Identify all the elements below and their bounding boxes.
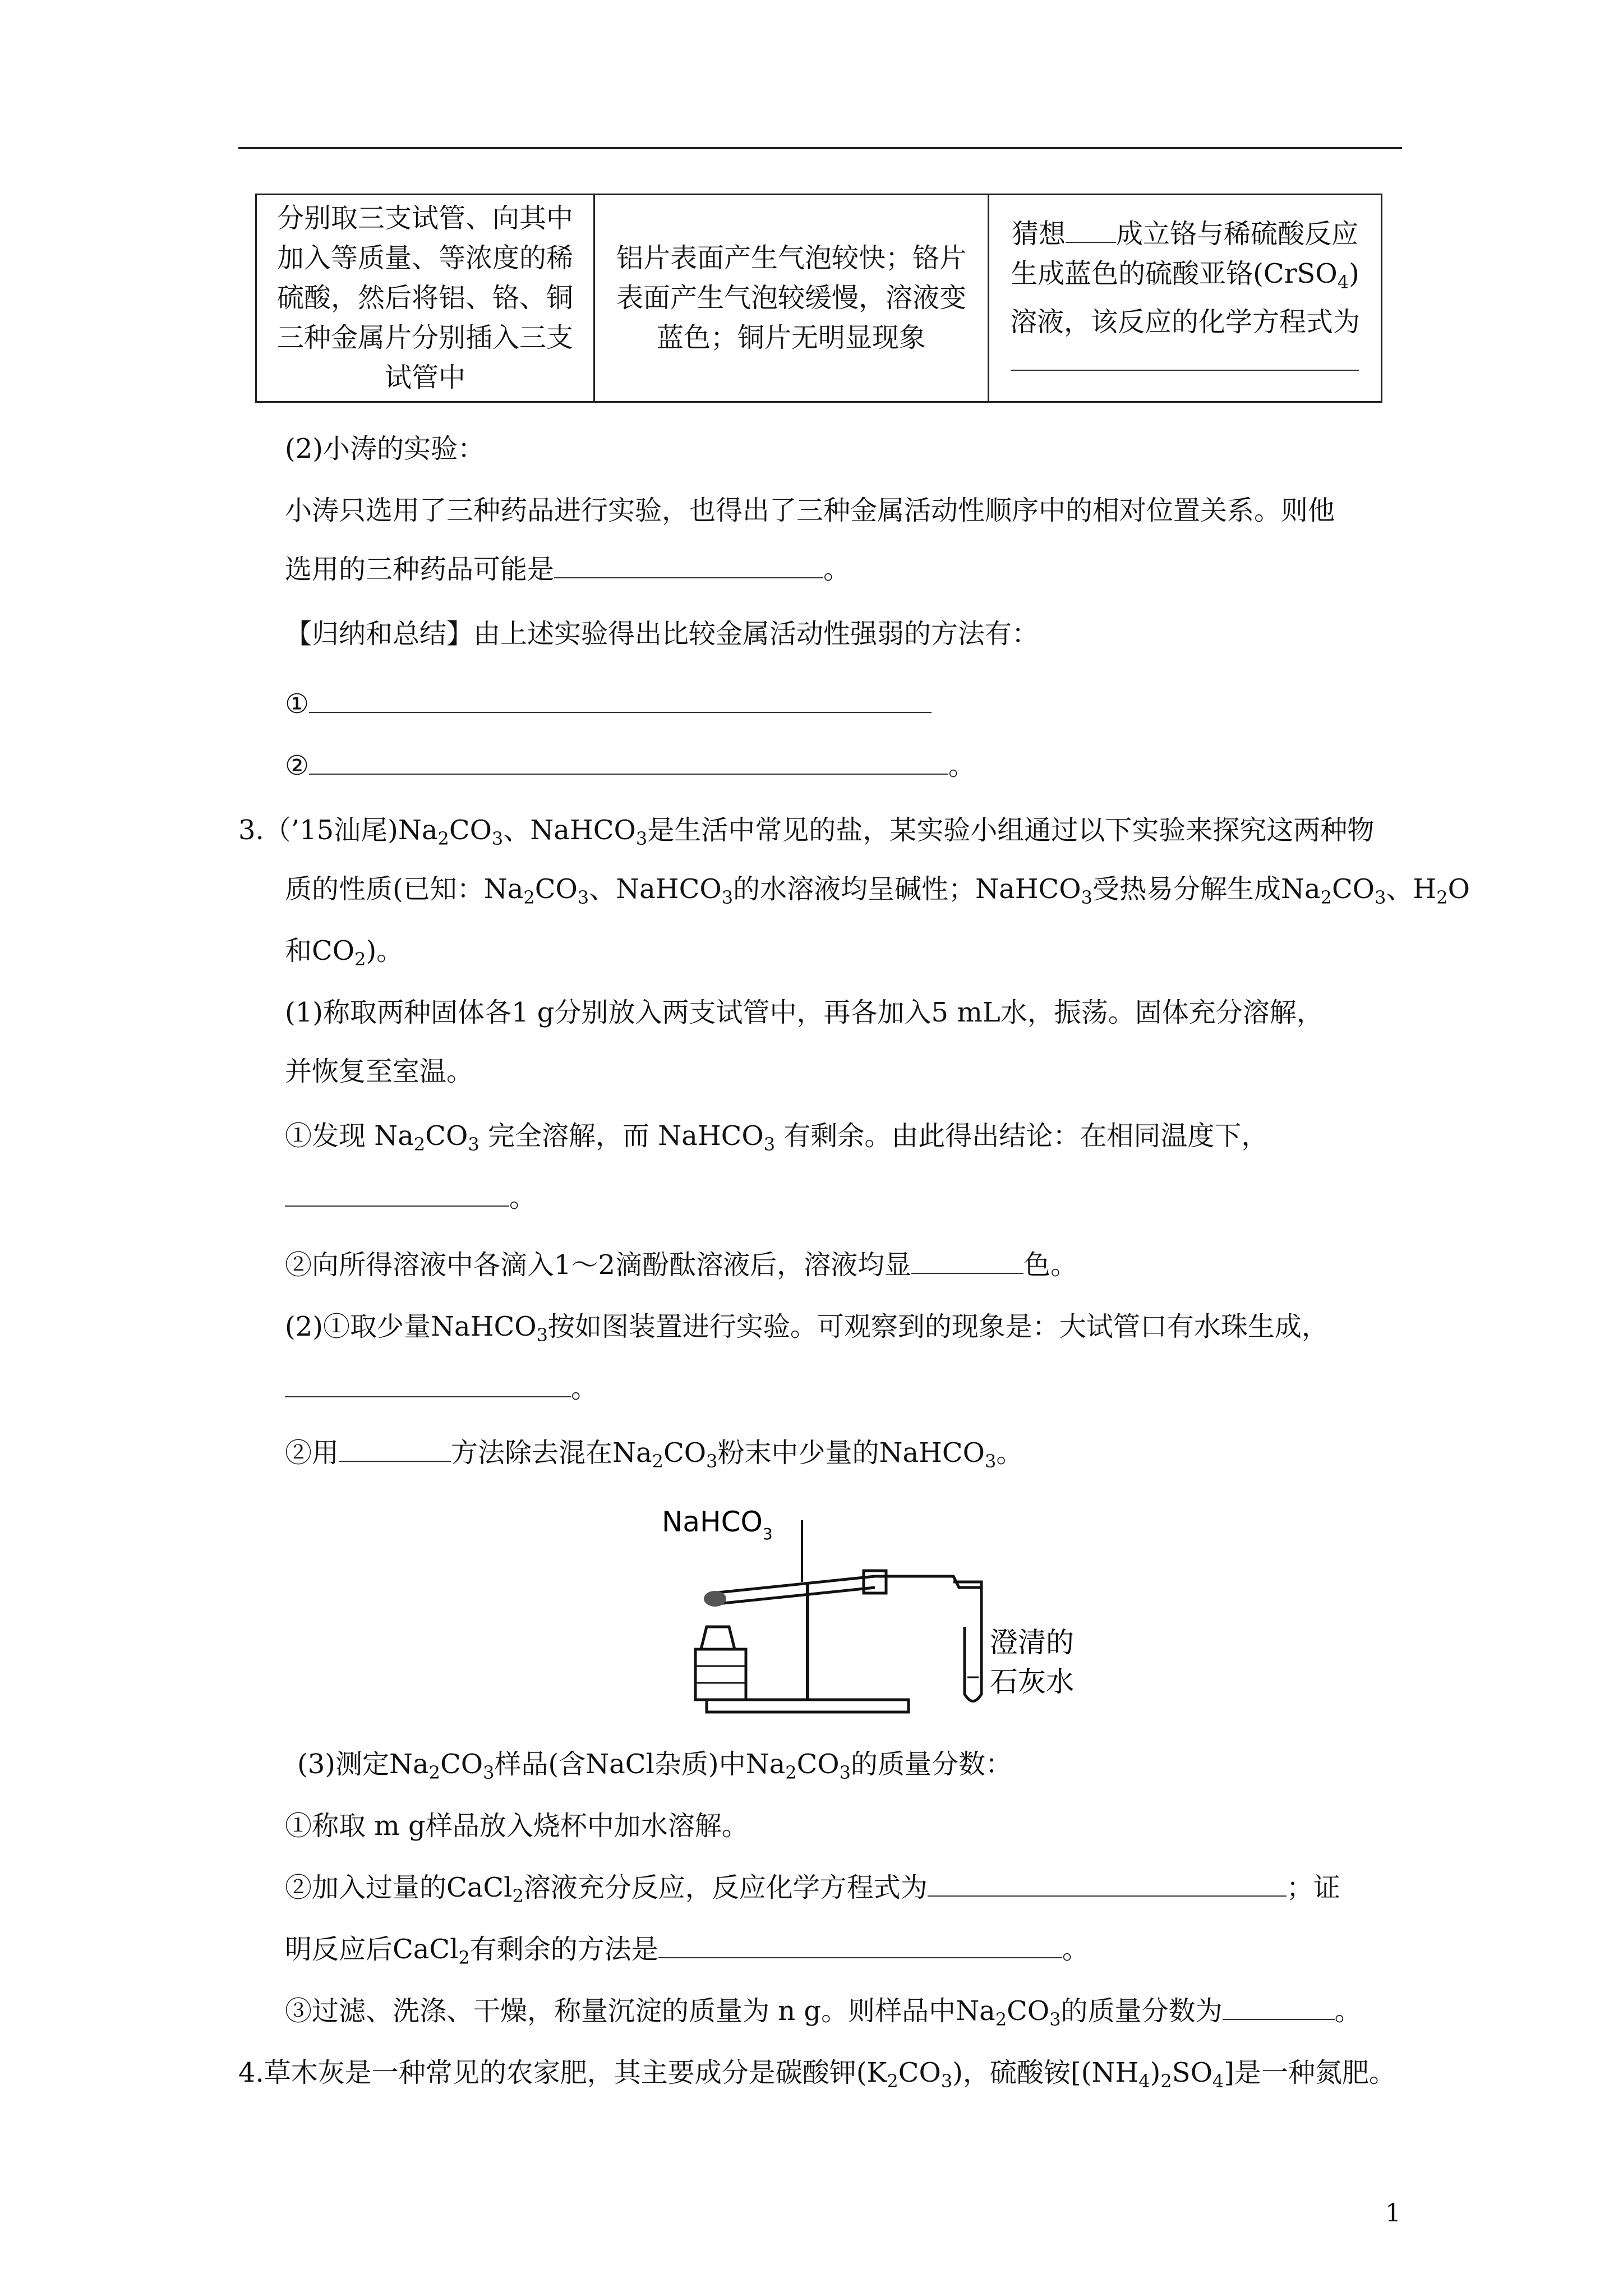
text-line: ①发现 $Na_2CO_3$ 完全溶解，而 NaHCO$_3$ 有剩余。由此得出结论：在相同温度下， [285,1120,1269,1155]
text-line: ②用 方法除去混在$Na_2CO_3$粉末中少量的NaHCO$_3$。 [285,1437,1023,1472]
text-line: ① [285,687,932,721]
alcohol-lamp [701,1627,735,1649]
question-4: 4.草木灰是一种常见的农家肥，其主要成分是碳酸钾$(K_2CO_3)$，硫酸铵$[(NH_4)_2SO_4]$是一种氮肥。 [238,2057,1396,2092]
figure-label-limewater-1: 澄清的 [990,1626,1074,1659]
text-line: (3)测定$Na_2CO_3$样品(含NaCl杂质)中$Na_2CO_3$的质量分数： [297,1749,1013,1783]
table-cell-conclusion: 猜想 成立铬与稀硫酸反应生成蓝色的硫酸亚铬(CrSO$_4$)溶液，该反应的化学方程式为 [989,195,1382,402]
experiment-table [255,194,1382,403]
text-line: ③过滤、洗涤、干燥，称量沉淀的质量为 n g。则样品中$Na_2CO_3$的质量分数为 。 [285,1995,1362,2030]
text-line: 和$CO_2$)。 [285,935,404,970]
receiving-tube [965,1627,981,1701]
text-line: ② 。 [285,750,976,781]
text-line: 【归纳和总结】由上述实验得出比较金属活动性强弱的方法有： [285,618,1039,650]
text-line: 质的性质(已知：$Na_2CO_3$、NaHCO$_3$的水溶液均呈碱性；NaHCO$_3$受热易分解生成$Na_2CO_3$、$H_2O$ [285,873,1470,908]
text-line: 。 [285,1372,598,1405]
text-line: 。 [285,1181,536,1214]
sample-powder [704,1591,726,1607]
question-3: 3.（’15汕尾)$Na_2CO_3$、NaHCO$_3$是生活中常见的盐，某实验小组通过以下实验来探究这两种物 [238,815,1375,849]
apparatus-figure [662,1498,1074,1722]
text-line: ②向所得溶液中各滴入1～2滴酚酞溶液后，溶液均显 色。 [285,1249,1078,1281]
figure-label-limewater-2: 石灰水 [990,1665,1074,1698]
text-line: 选用的三种药品可能是 。 [285,554,851,585]
delivery-tube [953,1582,981,1683]
table-cell-phenomenon: 铝片表面产生气泡较快；铬片表面产生气泡较缓慢，溶液变蓝色；铜片无明显现象 [594,195,989,402]
text-line: 并恢复至室温。 [285,1056,474,1087]
page-number: 1 [1385,2199,1401,2228]
clamp [864,1571,886,1593]
text-line: ①称取 m g样品放入烧杯中加水溶解。 [285,1810,749,1842]
header-rule [238,147,1402,149]
text-line: (2)①取少量NaHCO$_3$按如图装置进行实验。可观察到的现象是：大试管口有水珠生成， [285,1311,1329,1346]
figure-label-nahco3: NaHCO$_3$ [662,1506,773,1543]
text-line: 明反应后CaCl$_2$有剩余的方法是 。 [285,1934,1089,1968]
text-line: (1)称取两种固体各1 g分别放入两支试管中，再各加入5 mL水，振荡。固体充分溶解， [285,997,1324,1028]
text-line: 小涛只选用了三种药品进行实验，也得出了三种金属活动性顺序中的相对位置关系。则他 [285,495,1335,526]
table-row [256,195,1382,402]
wood-block [695,1649,746,1700]
table-cell-procedure: 分别取三支试管、向其中加入等质量、等浓度的稀硫酸，然后将铝、铬、铜三种金属片分别插入三支试管中 [256,195,594,402]
text-line: ②加入过量的CaCl$_2$溶液充分反应，反应化学方程式为 ；证 [285,1872,1340,1907]
stand-base [707,1700,909,1712]
text-line: (2)小涛的实验： [285,433,485,464]
